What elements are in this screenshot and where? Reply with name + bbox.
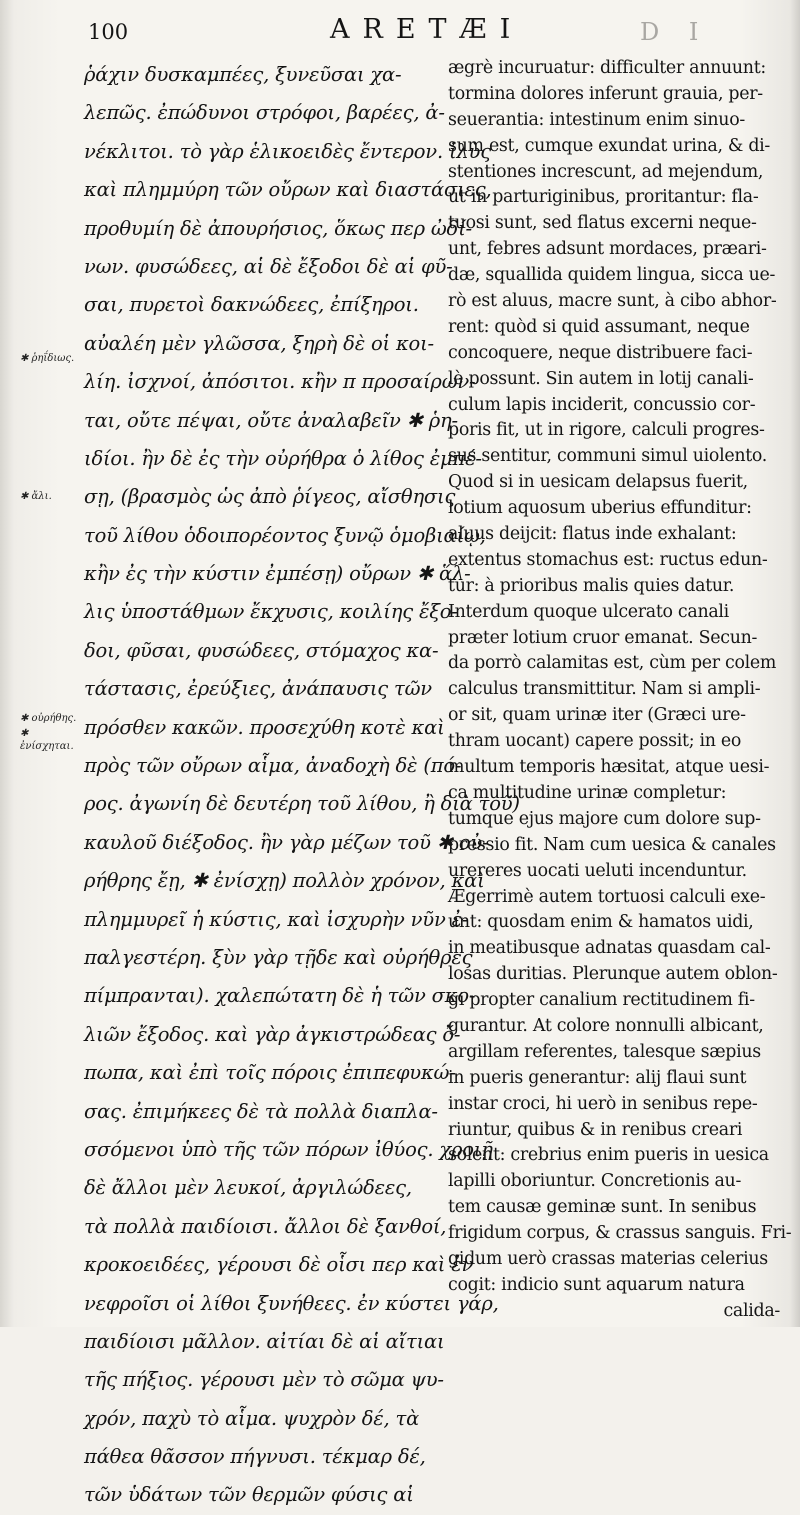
margin-note: ✱ ἐνίσχηται. (20, 728, 74, 752)
latin-text-column (448, 56, 792, 1325)
greek-text-line: πρὸς τῶν οὔρων αἷμα, ἀναδοχὴ δὲ (πό- (84, 754, 462, 778)
latin-text-line: losas duritias. Plerunque autem oblon- (448, 964, 778, 985)
greek-text-line: σσόμενοι ὑπὸ τῆς τῶν πόρων ἰθύος. χροιῇ (84, 1137, 493, 1161)
greek-text-line: ρήθρης ἔῃ, ✱ ἐνίσχῃ) πολλὸν χρόνον, καὶ (84, 869, 485, 893)
greek-text-line: ται, οὔτε πέψαι, οὔτε ἀναλαβεῖν ✱ ῥη- (84, 408, 458, 432)
latin-text-line: stentiones increscunt, ad mejendum, (448, 161, 764, 182)
latin-text-line: præter lotium cruor emanat. Secun- (448, 627, 758, 648)
latin-text-line: pressio fit. Nam cum uesica & canales (448, 834, 776, 855)
catchword: calida- (723, 1300, 780, 1321)
greek-text-line: σαι, πυρετοὶ δακνώδεες, ἐπίξηροι. (84, 293, 419, 317)
greek-text-line: τῶν ὑδάτων τῶν θερμῶν φύσις αἱ (84, 1483, 414, 1507)
margin-note: ✱ ῥηΐδιως. (20, 353, 75, 364)
latin-text-line: tumque ejus majore cum dolore sup- (448, 808, 761, 829)
latin-text-line: tem causæ geminæ sunt. In senibus (448, 1197, 757, 1218)
latin-text-line: sum est, cumque exundat urina, & di- (448, 135, 770, 156)
latin-text-line: rò est aluus, macre sunt, à cibo abhor- (448, 291, 777, 312)
latin-text-line: seuerantia: intestinum enim sinuo- (448, 109, 745, 130)
latin-text-line: in meatibusque adnatas quasdam cal- (448, 938, 771, 959)
latin-text-line: frigidum corpus, & crassus sanguis. Fri- (448, 1223, 792, 1244)
greek-text-line: σῃ, (βρασμὸς ὡς ἀπὸ ῥίγεος, αἴσθησις (84, 485, 456, 509)
latin-text-line: ca multitudine urinæ completur: (448, 782, 727, 803)
greek-text-line: τὰ πολλὰ παιδίοισι. ἄλλοι δὲ ξανθοί, (84, 1214, 447, 1238)
greek-text-line: νεφροῖσι οἱ λίθοι ξυνήθεες. ἐν κύστει γάρ, (84, 1291, 499, 1315)
greek-text-line: δὲ ἄλλοι μὲν λευκοί, ἀργιλώδεες, (84, 1176, 412, 1200)
latin-text-line: lotium aquosum uberius effunditur: (448, 498, 752, 519)
latin-text-line: da porrò calamitas est, cùm per colem (448, 653, 777, 674)
latin-text-line: lè possunt. Sin autem in lotij canali- (448, 368, 754, 389)
greek-text-line: τοῦ λίθου ὁδοιπορέοντος ξυνῷ ὁμοβιαίῳ, (84, 523, 486, 547)
greek-text-line: λεπῶς. ἐπώδυνοι στρόφοι, βαρέες, ἀ- (84, 101, 445, 125)
latin-text-line: calculus transmittitur. Nam si ampli- (448, 679, 761, 700)
greek-text-line: παλγεστέρη. ξὺν γὰρ τῇδε καὶ οὐρήθρες (84, 945, 473, 969)
greek-text-line: ιδίοι. ἢν δὲ ἐς τὴν οὐρήθρα ὁ λίθος ἐμπέ- (84, 446, 482, 470)
margin-note: ✱ οὐρήθης. (20, 713, 77, 724)
latin-text-line: tuosi sunt, sed flatus excerni neque- (448, 213, 757, 234)
latin-text-line: tormina dolores inferunt grauia, per- (448, 83, 763, 104)
latin-text-line: dæ, squallida quidem lingua, sicca ue- (448, 265, 776, 286)
greek-text-line: ῥάχιν δυσκαμπέες, ξυνεῦσαι χα- (84, 63, 402, 86)
greek-text-line: λιῶν ἔξοδος. καὶ γὰρ ἀγκιστρώδεας ὄ- (84, 1022, 461, 1046)
greek-text-line: πλημμυρεῖ ἡ κύστις, καὶ ἰσχυρὴν νῦν ἐ- (84, 907, 469, 931)
latin-text-line: urereres uocati ueluti incenduntur. (448, 860, 747, 881)
greek-text-line: καὶ πλημμύρη τῶν οὔρων καὶ διαστάσιες, (84, 178, 492, 202)
latin-text-line: argillam referentes, talesque sæpius (448, 1041, 761, 1062)
latin-text-line: unt, febres adsunt mordaces, præari- (448, 239, 767, 260)
greek-text-line: τάστασις, ἐρεύξιες, ἀνάπαυσις τῶν (84, 677, 432, 701)
greek-text-line: χρόν, παχὺ τὸ αἷμα. ψυχρὸν δέ, τὰ (84, 1406, 420, 1430)
greek-text-line: κροκοειδέες, γέρουσι δὲ οἷσι περ καὶ ἐν (84, 1253, 474, 1277)
latin-text-line: lapilli oboriuntur. Concretionis au- (448, 1171, 742, 1192)
greek-text-line: παιδίοισι μᾶλλον. αἰτίαι δὲ αἱ αἴτιαι (84, 1329, 445, 1353)
greek-text-line: πάθεα θᾶσσον πήγνυσι. τέκμαρ δέ, (84, 1445, 426, 1469)
running-title: ARETÆI (330, 14, 524, 45)
latin-text-line: ægrè incuruatur: difficulter annuunt: (448, 58, 766, 78)
page-header (0, 14, 800, 54)
greek-text-line: αὐαλέη μὲν γλῶσσα, ξηρὴ δὲ οἱ κοι- (84, 331, 434, 355)
greek-text-line: σας. ἐπιμήκεες δὲ τὰ πολλὰ διαπλα- (84, 1099, 438, 1123)
greek-text-line: καυλοῦ διέξοδος. ἢν γὰρ μέζων τοῦ ✱ οὐ- (84, 830, 489, 854)
latin-text-line: thram uocant) capere possit; in eo (448, 731, 742, 752)
latin-text-line: sus sentitur, communi simul uiolento. (448, 446, 768, 467)
latin-text-line: ut in parturiginibus, proritantur: fla- (448, 187, 759, 208)
greek-text-line: ρος. ἀγωνίη δὲ δευτέρη τοῦ λίθου, ἢ διὰ τοῦ) (84, 792, 520, 816)
greek-text-line: τῆς πήξιος. γέρουσι μὲν τὸ σῶμα ψυ- (84, 1368, 444, 1392)
greek-text-line: πίμπρανται). χαλεπώτατη δὲ ἡ τῶν σκο- (84, 984, 476, 1008)
greek-text-line: λίη. ἰσχνοί, ἀπόσιτοι. κἢν π προσαίρων- (84, 370, 476, 394)
latin-text-line: or sit, quam urinæ iter (Græci ure- (448, 705, 746, 726)
latin-text-line: instar croci, hi uerò in senibus repe- (448, 1093, 758, 1114)
latin-text-line: poris fit, ut in rigore, calculi progres- (448, 420, 765, 441)
greek-text-line: δοι, φῦσαι, φυσώδεες, στόμαχος κα- (84, 638, 439, 662)
running-title-bleed-through: D I (640, 18, 710, 46)
latin-text-line: Ægerrimè autem tortuosi calculi exe- (448, 886, 766, 907)
greek-text-line: προθυμίη δὲ ἀπουρήσιος, ὅκως περ ὠδί- (84, 216, 472, 240)
greek-text-line: λις ὑποστάθμων ἔκχυσις, κοιλίης ἔξο- (84, 600, 458, 624)
greek-text-line: νέκλιτοι. τὸ γὰρ ἑλικοειδὲς ἔντερον. ἰλὺς (84, 139, 491, 163)
greek-text-line: κἢν ἐς τὴν κύστιν ἐμπέσῃ) οὔρων ✱ ἅλ- (84, 562, 471, 586)
greek-text-line: νων. φυσώδεες, αἱ δὲ ἔξοδοι δὲ αἱ φῦ- (84, 254, 453, 278)
latin-text-line: cogit: indicio sunt aquarum natura (448, 1274, 745, 1295)
latin-text-line: rent: quòd si quid assumant, neque (448, 316, 750, 337)
latin-text-line: concoquere, neque distribuere faci- (448, 342, 753, 363)
latin-text-line: solent: crebrius enim pueris in uesica (448, 1145, 769, 1166)
latin-text-line: tur: à prioribus malis quies datur. (448, 575, 735, 596)
margin-note: ✱ ἄλι. (20, 491, 52, 502)
greek-text-line: πρόσθεν κακῶν. προσεχύθη κοτὲ καὶ (84, 715, 445, 739)
latin-text-line: gi propter canalium rectitudinem fi- (448, 990, 755, 1011)
latin-text-line: riuntur, quibus & in renibus creari (448, 1119, 743, 1140)
page-number: 100 (88, 20, 129, 44)
latin-text-line: gidum uerò crassas materias celerius (448, 1248, 768, 1269)
latin-text-line: extentus stomachus est: ructus edun- (448, 549, 768, 570)
latin-text-line: Interdum quoque ulcerato canali (448, 601, 729, 622)
latin-text-line: Quod si in uesicam delapsus fuerit, (448, 472, 748, 493)
greek-text-column (84, 56, 520, 1515)
latin-text-line: unt: quosdam enim & hamatos uidi, (448, 912, 754, 933)
latin-text-line: culum lapis inciderit, concussio cor- (448, 394, 756, 415)
latin-text-line: in pueris generantur: alij flaui sunt (448, 1067, 747, 1088)
latin-text-line: gurantur. At colore nonnulli albicant, (448, 1015, 764, 1036)
latin-text-line: multum temporis hæsitat, atque uesi- (448, 757, 770, 778)
latin-text-line: aluus deijcit: flatus inde exhalant: (448, 524, 737, 545)
margin-notes (20, 0, 82, 1327)
greek-text-line: πωπα, καὶ ἐπὶ τοῖς πόροις ἐπιπεφυκώ- (84, 1061, 456, 1085)
